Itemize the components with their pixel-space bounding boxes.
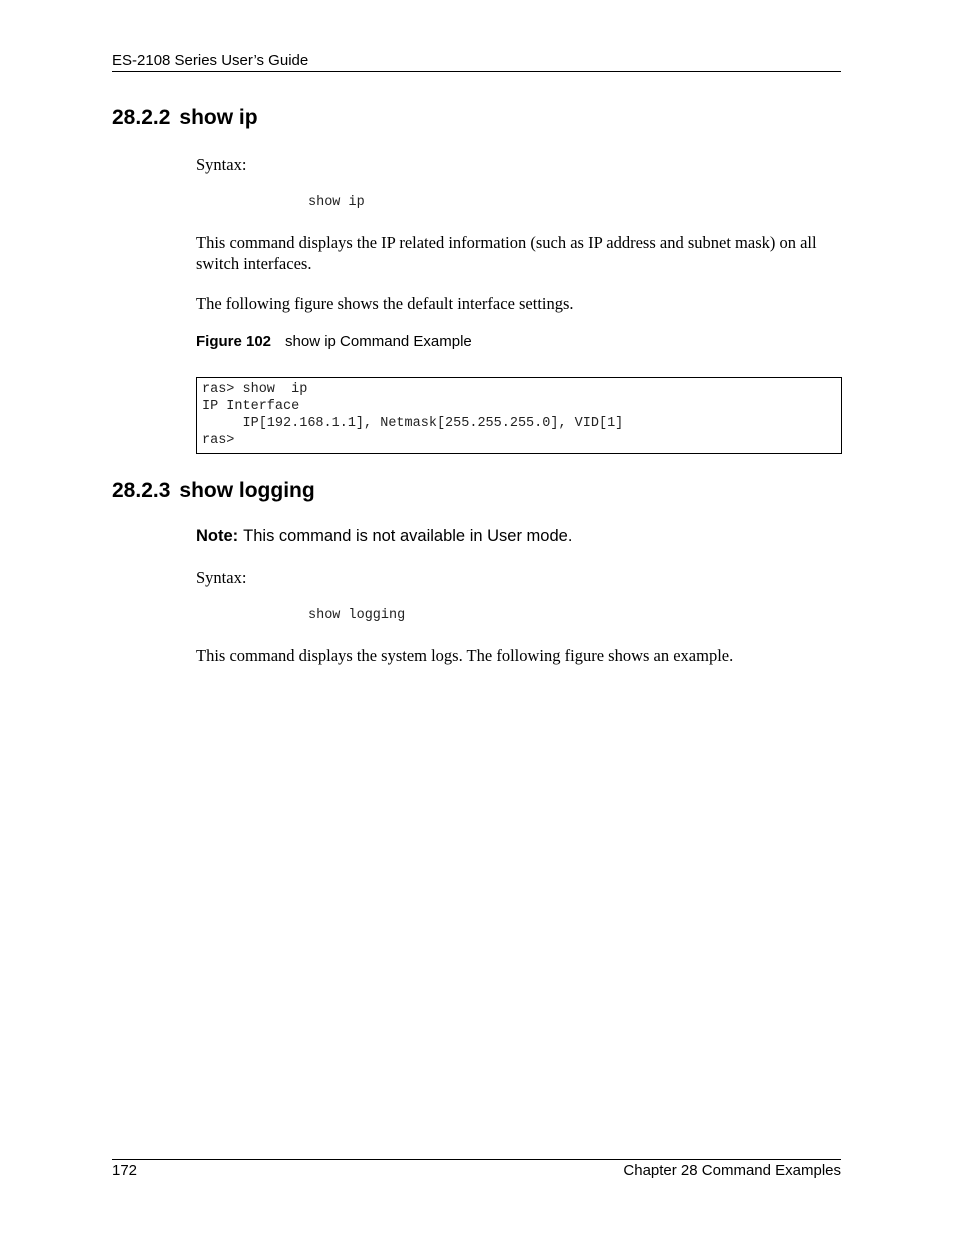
figure-intro-text: The following figure shows the default interface settings. [196, 294, 574, 313]
note-callout [196, 527, 572, 546]
section-number: 28.2.2 [112, 106, 171, 129]
note-label: Note: [196, 527, 239, 545]
section-title: show ip [179, 106, 258, 129]
figure-title: show ip Command Example [285, 333, 472, 350]
figure-label: Figure 102 [196, 333, 272, 350]
command-description: This command displays the system logs. The following figure shows an example. [196, 646, 734, 665]
syntax-code: show logging [308, 608, 406, 623]
code-line: IP Interface [202, 399, 300, 414]
code-line: IP[192.168.1.1], Netmask[255.255.255.0], VID[1] [202, 416, 624, 431]
running-header: ES-2108 Series User’s Guide [112, 52, 309, 69]
syntax-label: Syntax: [196, 568, 247, 587]
code-example-box [196, 377, 842, 454]
chapter-title: Chapter 28 Command Examples [623, 1162, 841, 1179]
note-text: This command is not available in User mode. [243, 527, 573, 545]
footer-divider [112, 1159, 841, 1160]
header-divider [112, 71, 841, 72]
section-heading-show-logging [112, 479, 315, 503]
section-heading-show-ip [112, 106, 258, 130]
code-line: ras> [202, 433, 235, 448]
command-description: This command displays the IP related information (such as IP address and subnet mask) on all switch interfaces. [196, 233, 817, 273]
syntax-code: show ip [308, 195, 365, 210]
code-line: ras> show ip [202, 382, 308, 397]
page-number: 172 [112, 1162, 138, 1179]
section-title: show logging [179, 479, 315, 502]
syntax-label: Syntax: [196, 155, 247, 174]
section-number: 28.2.3 [112, 479, 171, 502]
figure-caption [196, 333, 472, 350]
